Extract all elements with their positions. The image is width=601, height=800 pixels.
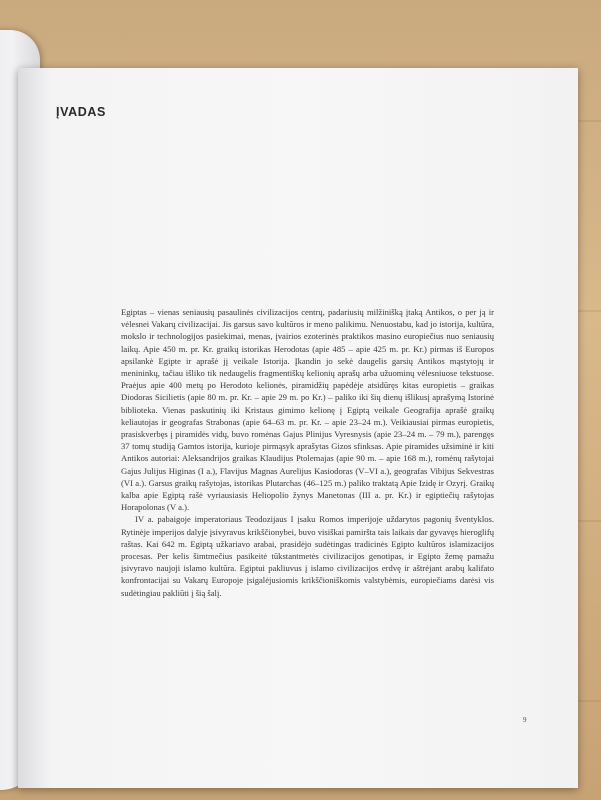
book-page xyxy=(18,68,578,788)
page-number: 9 xyxy=(523,716,527,724)
body-text xyxy=(121,306,494,599)
chapter-heading: ĮVADAS xyxy=(56,105,106,119)
paragraph: Egiptas – vienas seniausių pasaulinės civilizacijos centrų, padariusių milžinišką įtaką Antikos, o per ją ir vėlesnei Vakarų civilizacijai. Jis garsus savo kultūros ir meno palikimu. Nenuostabu, kad jo istorija, kultūra, mokslo ir technologijos pasiekimai, menas, įvairios ezoterinės praktikos masino europiečius nuo seniausių laikų. Apie 450 m. pr. Kr. graikų istorikas Herodotas (apie 485 – apie 425 m. pr. Kr.) pirmas iš Europos apsilankė Egipte ir aprašė jį veikale Istorija. Įkandin jo sekė daugelis garsių Antikos mąstytojų ir menininkų, tačiau išliko tik nedaugelis fragmentiškų kelionių aprašų arba užuominų vėlesniuose tekstuose. Praėjus apie 400 metų po Herodoto kelionės, piramidžių papėdėje atsidūręs kitas europietis – graikas Diodoras Sicilietis (apie 80 m. pr. Kr. – apie 29 m. po Kr.) – paliko iki šių dienų išlikusį aprašymą Istorinė biblioteka. Vienas paskutinių iki Kristaus gimimo kelionę į Egiptą veikale Geografija aprašė graikų keliautojas ir geografas Strabonas (apie 64–63 m. pr. Kr. – apie 23–24 m.). Veikiausiai pirmas europietis, prasiskverbęs į piramidės vidų, buvo romėnas Gajus Plinijus Vyresnysis (apie 23–24 m. – 79 m.), parengęs 37 tomų studiją Gamtos istorija, kurioje pirmąsyk aprašytas Gizos sfinksas. Apie piramides užsiminė ir kiti Antikos autoriai: Aleksandrijos graikas Klaudijus Ptolemajas (apie 90 m. – apie 168 m.), romėnų rašytojai Gajus Julijus Higinas (I a.), Flavijus Magnas Aurelijus Kasiodoras (V–VI a.), geografas Vibijus Sekvestras (VI a.). Garsus graikų rašytojas, istorikas Plutarchas (46–125 m.) paliko traktatą Apie Izidę ir Ozyrį. Graikų kalba apie Egiptą rašė vyriausiasis Heliopolio žynys Manetonas (III a. pr. Kr.) ir egiptiečių rašytojas Horapolonas (V a.). xyxy=(121,307,494,513)
paragraph: IV a. pabaigoje imperatoriaus Teodozijaus I įsaku Romos imperijoje uždarytos pagonių šventyklos. Rytinėje imperijos dalyje įsivyravus krikščionybei, buvo visiškai pamiršta tais laikais dar gyvavęs hieroglifų raštas. Kai 642 m. Egiptą užkariavo arabai, prasidėjo sudėtingas tradicinės Egipto kultūros islamizacijos procesas. Per kelis šimtmečius pasikeitė tūkstantmetės civilizacijos genotipas, ir Egipto žemę pamažu įsivyravo naujoji islamo kultūra. Egiptui pakliuvus į islamo civilizacijos erdvę ir aštrėjant arabų kalifato konfrontacijai su Vakarų Europoje įsigalėjusiomis krikščioniškomis valstybėmis, europiečiams darėsi vis sudėtingiau pakliūti į šią šalį. xyxy=(121,514,494,598)
